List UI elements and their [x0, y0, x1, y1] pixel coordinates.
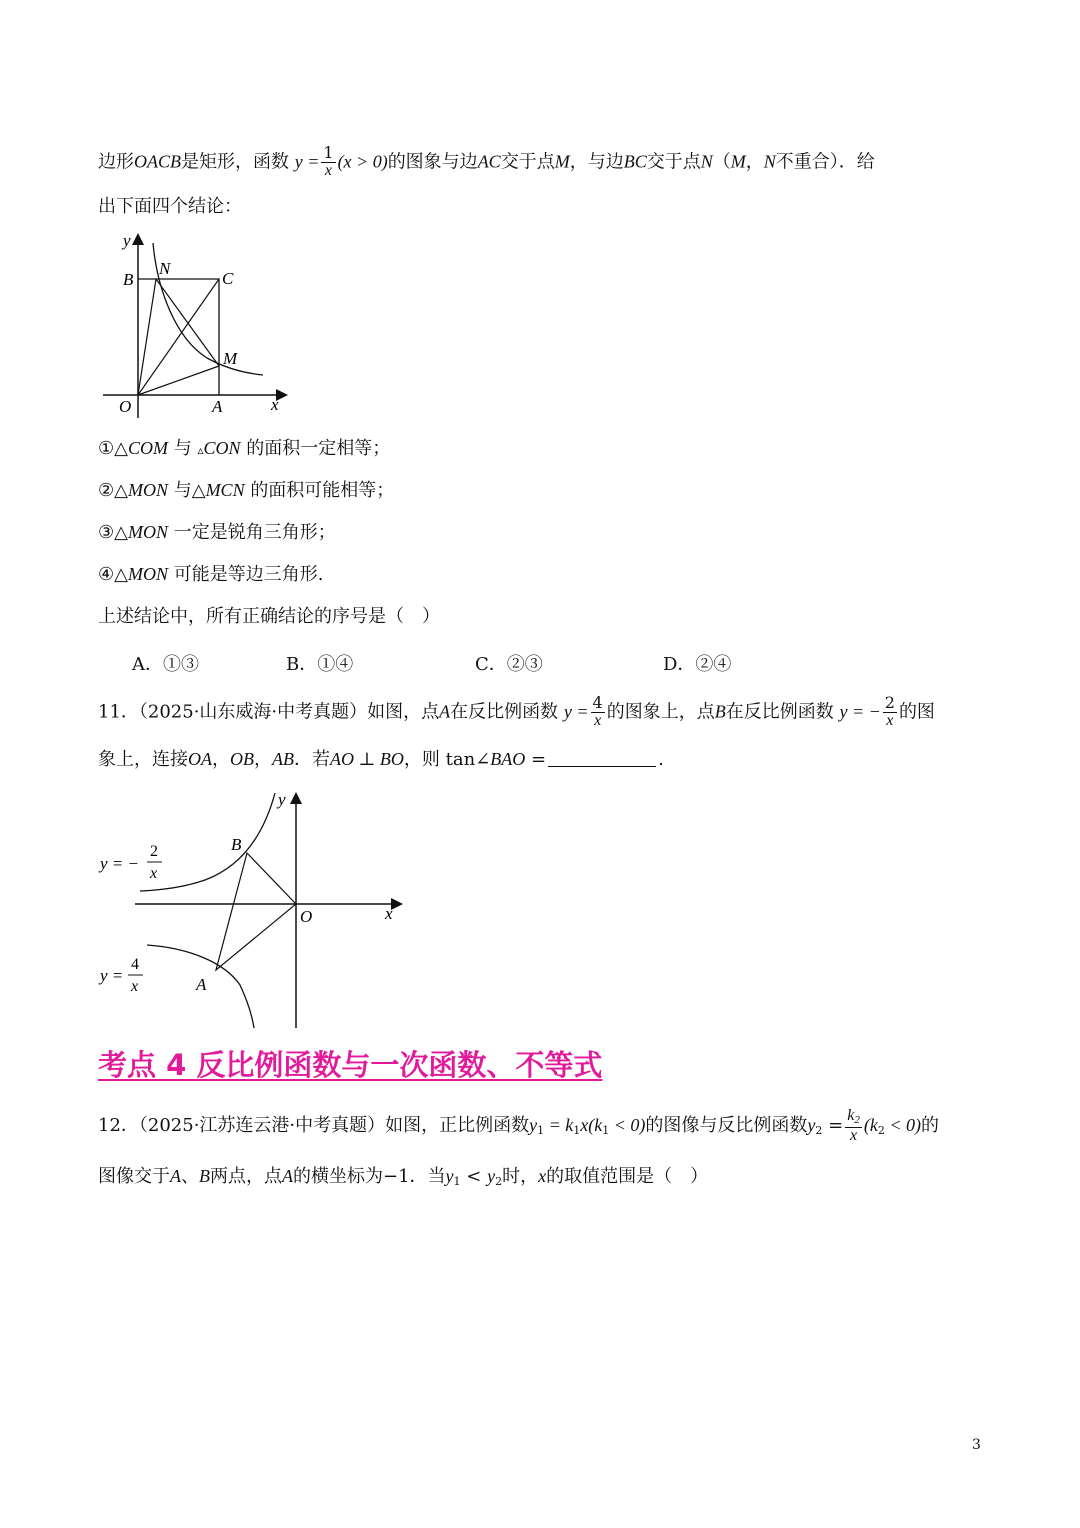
numerator: 4: [592, 693, 603, 712]
subscript: 1: [453, 1175, 461, 1188]
subscript: 1: [573, 1124, 581, 1138]
var: < 0): [609, 1115, 646, 1136]
var: x(k: [580, 1115, 603, 1136]
var: BC: [623, 151, 647, 172]
eq-top-num: 2: [150, 843, 158, 860]
var: OB: [230, 749, 254, 769]
text: 11．（2025·山东威海·中考真题）如图，点: [98, 701, 440, 723]
text: 交于点: [500, 151, 555, 173]
label-a: A: [212, 397, 223, 416]
text: ③△: [98, 522, 128, 543]
q10-question: 上述结论中，所有正确结论的序号是（ ）: [98, 606, 440, 627]
text: ，则 tan∠: [403, 749, 491, 770]
option-b[interactable]: B．①④: [286, 654, 354, 675]
var: A: [282, 1166, 293, 1186]
eq-top-lhs: y = −: [100, 854, 139, 873]
text: 的取值范围是（ ）: [546, 1166, 709, 1187]
text: 时，: [502, 1166, 539, 1187]
q10-figure: [95, 228, 295, 423]
subscript: 2: [815, 1124, 823, 1138]
conclusion-1: [98, 439, 390, 458]
label-x: x: [385, 904, 393, 923]
text: 12．（2025·江苏连云港·中考真题）如图，正比例函数: [98, 1115, 530, 1137]
fraction: [883, 695, 897, 730]
var: MCN: [205, 480, 245, 500]
var: A: [170, 1166, 181, 1186]
var: N: [763, 151, 776, 172]
label-o: O: [300, 907, 313, 926]
fraction: [845, 1108, 862, 1144]
var: MON: [127, 480, 168, 500]
text: 在反比例函数: [450, 701, 559, 723]
var: (k: [863, 1115, 878, 1136]
subscript: 1: [537, 1124, 545, 1138]
denominator: x: [849, 1126, 858, 1144]
triangle-oab: [216, 853, 296, 970]
q11-line-1: [98, 695, 935, 730]
option-a[interactable]: A．①③: [132, 654, 199, 675]
text: 可能是等边三角形.: [173, 564, 324, 585]
formula-lhs: y = −: [839, 701, 881, 722]
var: < 0): [884, 1115, 921, 1136]
curve-y-neg2-over-x: [140, 793, 275, 891]
text: 图像交于: [98, 1166, 170, 1187]
denominator: x: [324, 161, 333, 179]
label-x: x: [271, 395, 279, 414]
page-number: 3: [972, 1437, 981, 1453]
var: AC: [477, 151, 501, 172]
eq-bottom-den: x: [131, 978, 139, 995]
text: ．若: [294, 749, 330, 770]
text: 两点，点: [210, 1166, 282, 1187]
var: B: [714, 701, 726, 722]
text: 的横坐标为−1．当: [293, 1166, 446, 1187]
var: AB: [272, 749, 294, 769]
text: 边形: [98, 151, 134, 173]
denominator: x: [886, 711, 894, 729]
label-n: N: [159, 259, 171, 278]
text: 不重合）．给: [775, 151, 875, 173]
text: 与: [173, 438, 192, 459]
text: 与△: [173, 480, 206, 501]
numerator: 1: [323, 143, 334, 162]
text: 的面积可能相等；: [250, 480, 395, 501]
q11-figure: [95, 785, 415, 1030]
conclusion-2: [98, 481, 394, 500]
text: .: [658, 749, 664, 770]
segment-oc: [138, 279, 219, 395]
var: A: [439, 701, 451, 722]
label-y: y: [123, 231, 131, 250]
text: <: [460, 1166, 488, 1187]
text: 、: [181, 1166, 199, 1187]
var: M: [554, 151, 570, 172]
var: N: [700, 151, 713, 172]
answer-blank[interactable]: [548, 766, 656, 767]
label-c: C: [222, 269, 234, 288]
text: 在反比例函数: [725, 701, 834, 723]
text: ，: [212, 749, 230, 770]
formula-cond: (x > 0): [337, 151, 388, 172]
text: ，: [745, 151, 764, 173]
formula-lhs: y =: [294, 151, 320, 172]
section-title: 考点 4 反比例函数与一次函数、不等式: [98, 1048, 603, 1082]
text: （: [712, 151, 731, 173]
triangle-symbol: ▵: [197, 443, 204, 457]
q12-line-2: [98, 1167, 708, 1187]
text: 的: [920, 1115, 939, 1137]
text: ①△: [98, 438, 128, 459]
numerator: [845, 1108, 862, 1128]
eq-bottom-num: 4: [131, 956, 139, 973]
q10-line-1: [98, 145, 875, 180]
label-o: O: [119, 397, 132, 416]
denominator: x: [594, 711, 602, 729]
fraction: [321, 145, 335, 180]
subscript: 2: [854, 1114, 860, 1126]
var: CON: [203, 438, 241, 458]
q12-line-1: [98, 1108, 939, 1144]
text: 交于点: [646, 151, 701, 173]
var: y: [529, 1115, 538, 1136]
var: x: [538, 1166, 547, 1186]
var: k: [847, 1107, 855, 1124]
var: AO ⊥ BO: [330, 749, 404, 769]
var: MON: [127, 564, 168, 584]
text: ②△: [98, 480, 128, 501]
text: 的图像与反比例函数: [645, 1115, 808, 1137]
var: OACB: [134, 151, 181, 172]
label-y: y: [278, 790, 286, 809]
var: COM: [127, 438, 168, 458]
option-d[interactable]: D．②④: [663, 654, 732, 675]
text: 的图象与边: [387, 151, 478, 173]
var: y: [487, 1166, 496, 1186]
text: 是矩形，函数: [181, 151, 289, 173]
text: 的面积一定相等；: [246, 438, 391, 459]
fraction: [591, 695, 605, 730]
text: 一定是锐角三角形；: [173, 522, 336, 543]
text: =: [525, 749, 547, 770]
subscript: 2: [495, 1175, 503, 1188]
var: BAO: [490, 749, 526, 769]
label-m: M: [223, 349, 238, 368]
numerator: 2: [884, 693, 895, 712]
label-b: B: [231, 835, 242, 854]
q10-line-2: 出下面四个结论：: [98, 196, 242, 217]
q11-line-2: [98, 750, 664, 769]
segment-om: [138, 366, 219, 395]
var: M: [730, 151, 746, 172]
label-b: B: [123, 270, 134, 289]
eq-top-den: x: [150, 865, 158, 882]
text: =: [822, 1115, 844, 1137]
conclusion-3: [98, 523, 336, 542]
text: 的图象上，点: [606, 701, 715, 723]
segment-on: [138, 279, 156, 395]
var: y: [807, 1115, 816, 1136]
var: MON: [127, 522, 168, 542]
subscript: 2: [877, 1124, 885, 1138]
conclusion-4: [98, 565, 323, 584]
var: y: [445, 1166, 454, 1186]
text: ④△: [98, 564, 128, 585]
text: 象上，连接: [98, 749, 188, 770]
text: ，与边: [569, 151, 624, 173]
option-c[interactable]: C．②③: [475, 654, 543, 675]
formula-lhs: y =: [563, 701, 589, 722]
eq-bottom-lhs: y =: [100, 966, 124, 985]
label-a: A: [196, 975, 207, 994]
text: ，: [254, 749, 272, 770]
text: 的图: [898, 701, 935, 723]
var: OA: [188, 749, 212, 769]
var: = k: [544, 1115, 574, 1136]
subscript: 1: [602, 1124, 610, 1138]
var: B: [199, 1166, 210, 1186]
